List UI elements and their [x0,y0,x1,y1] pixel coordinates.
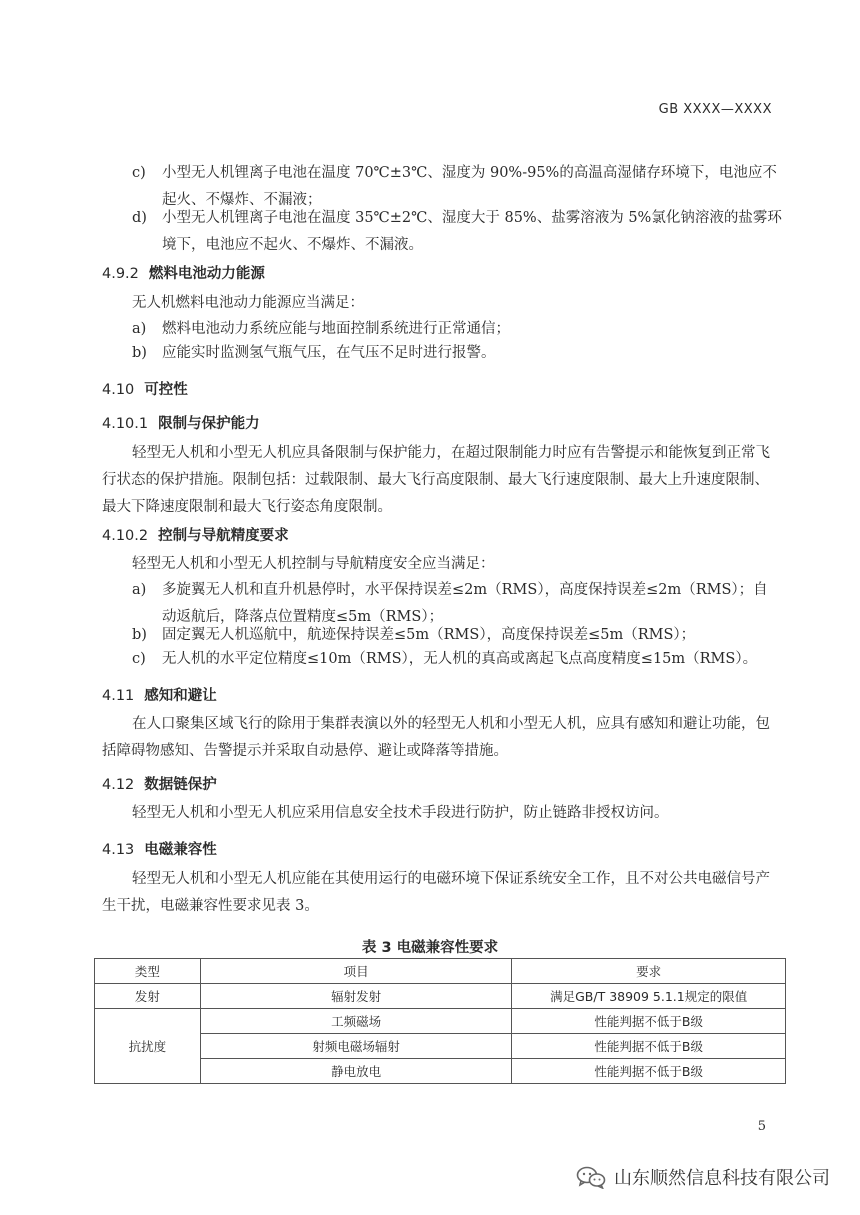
table-cell: 射频电磁场辐射 [200,1034,512,1059]
page-number: 5 [757,1119,766,1134]
section-heading-4-12 [102,773,217,794]
section-heading-4-10-1 [102,412,260,433]
section-lead: 轻型无人机和小型无人机控制与导航精度安全应当满足： [132,556,495,572]
section-paragraph: 轻型无人机和小型无人机应能在其使用运行的电磁环境下保证系统安全工作，且不对公共电磁信号产生干扰，电磁兼容性要求见表 3。 [102,871,770,914]
table-header-cell: 项目 [200,959,512,984]
table-cell: 性能判据不低于B级 [512,1009,786,1034]
list-item-label: b) [132,627,147,643]
list-item-label: c) [132,165,146,181]
section-title: 数据链保护 [144,777,217,793]
section-heading-4-10-2 [102,524,289,545]
section-number: 4.9.2 [102,266,139,282]
list-item-text: 无人机的水平定位精度≤10m（RMS），无人机的真高或离起飞点高度精度≤15m（RMS）。 [162,651,758,667]
list-item [102,622,782,649]
list-item [102,205,782,259]
table-header-cell: 要求 [512,959,786,984]
section-title: 限制与保护能力 [158,416,260,432]
table-cell: 工频磁场 [200,1009,512,1034]
list-item [102,646,782,673]
table-cell: 发射 [95,984,201,1009]
section-heading-4-10 [102,378,188,399]
list-item-text: 小型无人机锂离子电池在温度 70℃±3℃、湿度为 90%-95%的高温高湿储存环境下，电池应不起火、不爆炸、不漏液； [162,165,777,208]
table-cell: 性能判据不低于B级 [512,1034,786,1059]
table-cell: 静电放电 [200,1059,512,1084]
list-item-text: 小型无人机锂离子电池在温度 35℃±2℃、湿度大于 85%、盐雾溶液为 5%氯化钠溶液的盐雾环境下，电池应不起火、不爆炸、不漏液。 [162,210,782,253]
section-title: 燃料电池动力能源 [148,266,265,282]
table-cell: 抗扰度 [95,1009,201,1084]
section-title: 控制与导航精度要求 [158,528,289,544]
section-heading-4-9-2 [102,262,265,283]
list-item-label: c) [132,651,146,667]
list-item-label: a) [132,582,147,598]
list-item-text: 应能实时监测氢气瓶气压，在气压不足时进行报警。 [162,345,496,361]
list-item [102,340,782,367]
table-title: 表 3 电磁兼容性要求 [361,940,499,956]
list-item-label: b) [132,345,147,361]
wechat-icon [576,1165,606,1189]
section-number: 4.10 [102,382,135,398]
section-number: 4.13 [102,842,135,858]
section-number: 4.10.1 [102,416,149,432]
section-paragraph: 轻型无人机和小型无人机应采用信息安全技术手段进行防护，防止链路非授权访问。 [132,805,669,821]
list-item-label: d) [132,210,147,226]
section-number: 4.10.2 [102,528,149,544]
table-cell: 满足GB/T 38909 5.1.1规定的限值 [512,984,786,1009]
section-title: 感知和避让 [144,688,217,704]
list-item [102,316,782,343]
wechat-watermark [576,1164,830,1190]
list-item-text: 固定翼无人机巡航中，航迹保持误差≤5m（RMS），高度保持误差≤5m（RMS）； [162,627,696,643]
watermark-text: 山东顺然信息科技有限公司 [614,1168,830,1189]
table-row [95,984,786,1009]
section-heading-4-11 [102,684,217,705]
section-paragraph: 在人口聚集区域飞行的除用于集群表演以外的轻型无人机和小型无人机，应具有感知和避让功能，包括障碍物感知、告警提示并采取自动悬停、避让或降落等措施。 [102,716,770,759]
table-header-row [95,959,786,984]
list-item-text: 燃料电池动力系统应能与地面控制系统进行正常通信； [162,321,510,337]
table-cell: 辐射发射 [200,984,512,1009]
section-lead: 无人机燃料电池动力能源应当满足： [132,295,364,311]
emc-requirements-table [94,958,786,1084]
document-code: GB XXXX—XXXX [658,102,772,117]
list-item-text: 多旋翼无人机和直升机悬停时，水平保持误差≤2m（RMS），高度保持误差≤2m（RMS）；自动返航后，降落点位置精度≤5m（RMS）； [162,582,768,625]
section-paragraph: 轻型无人机和小型无人机应具备限制与保护能力，在超过限制能力时应有告警提示和能恢复到正常飞行状态的保护措施。限制包括：过载限制、最大飞行高度限制、最大飞行速度限制、最大上升速度限制、最大下降速度限制和最大飞行姿态角度限制。 [102,445,770,515]
section-number: 4.12 [102,777,135,793]
section-heading-4-13 [102,838,217,859]
section-number: 4.11 [102,688,135,704]
list-item-label: a) [132,321,147,337]
section-title: 电磁兼容性 [144,842,217,858]
section-title: 可控性 [144,382,188,398]
table-cell: 性能判据不低于B级 [512,1059,786,1084]
table-header-cell: 类型 [95,959,201,984]
table-row [95,1009,786,1034]
